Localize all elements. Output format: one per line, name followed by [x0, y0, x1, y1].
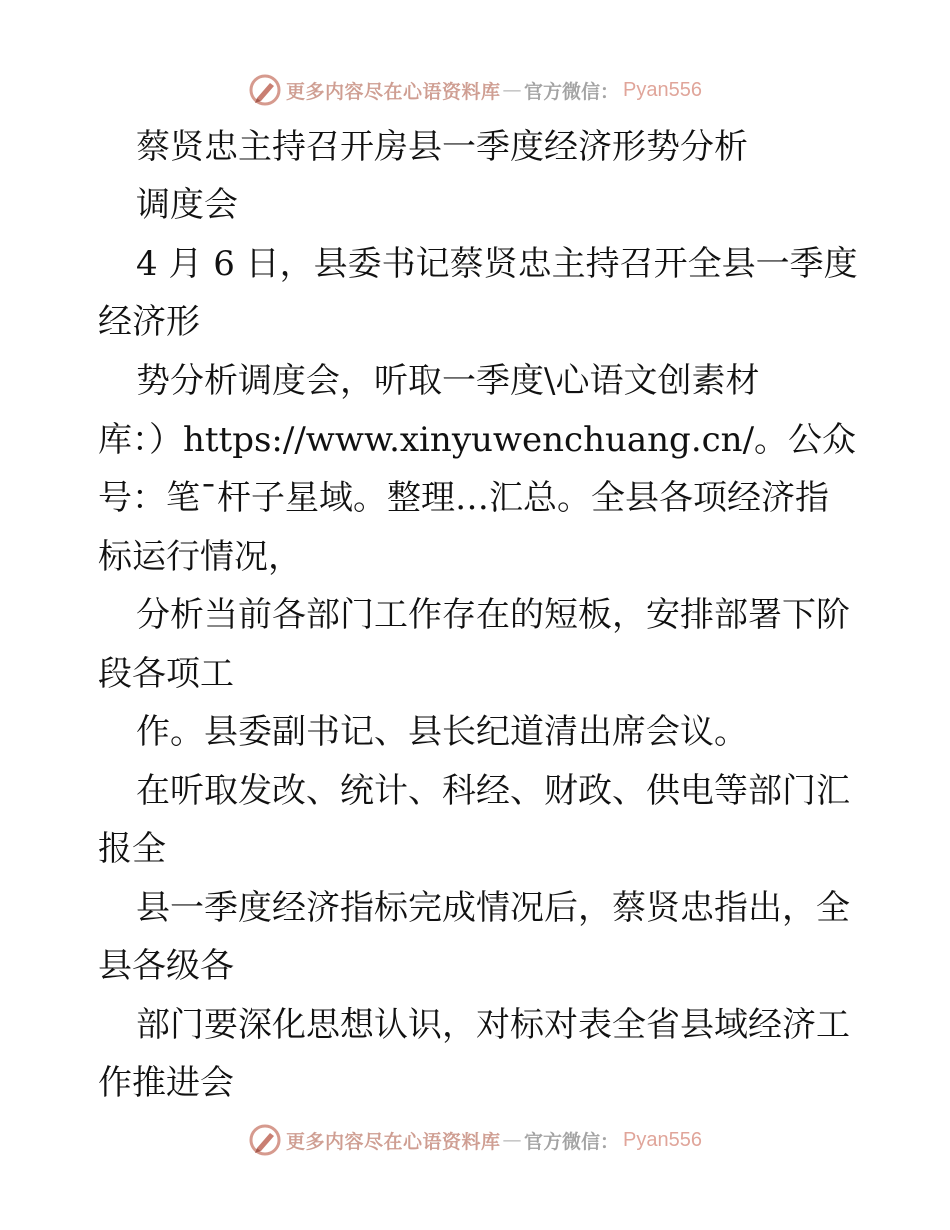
- banner-account: Pyan556: [623, 1128, 702, 1151]
- doc-line: 在听取发改、统计、科经、财政、供电等部门汇: [136, 771, 850, 811]
- banner-official-label: 官方微信：: [524, 80, 620, 103]
- banner-site-text: 更多内容尽在心语资料库: [286, 1130, 501, 1153]
- doc-line: 4 月 6 日，县委书记蔡贤忠主持召开全县一季度: [136, 244, 858, 284]
- doc-line: 分析当前各部门工作存在的短板，安排部署下阶: [136, 595, 850, 635]
- doc-line: 势分析调度会，听取一季度\心语文创素材: [136, 361, 760, 401]
- doc-line: 标运行情况，: [98, 537, 302, 577]
- pen-logo-icon: [248, 1123, 282, 1157]
- doc-line: 部门要深化思想认识，对标对表全省县域经济工: [136, 1005, 850, 1045]
- banner-account: Pyan556: [623, 78, 702, 101]
- doc-line: 县各级各: [98, 946, 234, 986]
- banner-official-label: 官方微信：: [524, 1130, 620, 1153]
- doc-line: 县一季度经济指标完成情况后，蔡贤忠指出，全: [136, 888, 850, 928]
- doc-line: 报全: [98, 829, 166, 869]
- header-banner: [0, 68, 950, 112]
- pen-logo-icon: [248, 73, 282, 107]
- banner-separator: —: [502, 79, 523, 101]
- doc-title-line: 调度会: [136, 185, 238, 225]
- doc-line: 经济形: [98, 302, 200, 342]
- doc-line: 段各项工: [98, 654, 234, 694]
- doc-title-line: 蔡贤忠主持召开房县一季度经济形势分析: [136, 127, 748, 167]
- doc-line: 作。县委副书记、县长纪道清出席会议。: [136, 712, 748, 752]
- banner-site-text: 更多内容尽在心语资料库: [286, 80, 501, 103]
- footer-banner: [0, 1118, 950, 1162]
- doc-line: 号：笔¯杆子星域。整理…汇总。全县各项经济指: [98, 478, 829, 518]
- doc-line: 作推进会: [98, 1063, 234, 1103]
- doc-line: 库：）https://www.xinyuwenchuang.cn/。公众: [98, 420, 857, 460]
- banner-separator: —: [502, 1129, 523, 1151]
